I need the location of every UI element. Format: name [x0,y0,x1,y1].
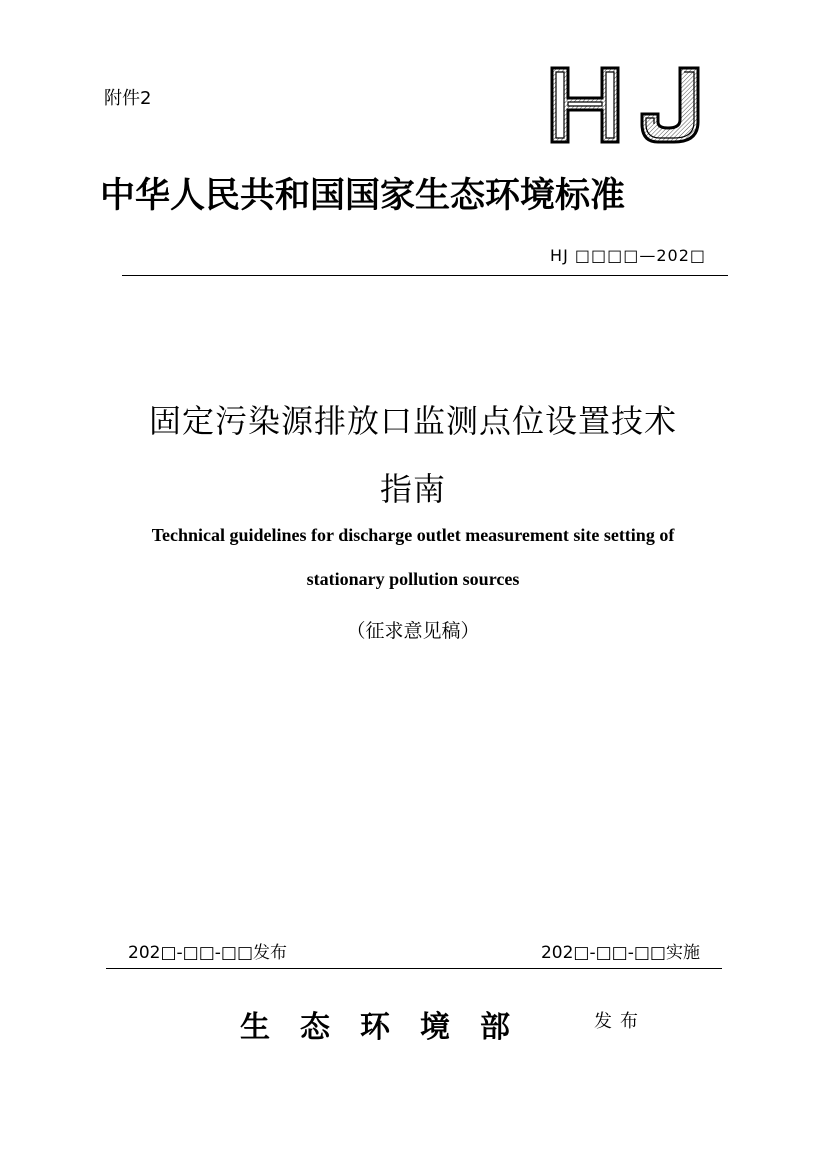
top-divider [122,275,728,276]
title-en-line1: Technical guidelines for discharge outlet measurement site setting of [151,525,675,545]
hj-logo [548,64,706,146]
implementation-date: 202□-□□-□□实施 [540,943,700,963]
title-zh-line1: 固定污染源排放口监测点位设置技术 [148,402,677,440]
standard-type-title: 中华人民共和国国家生态环境标准 [100,176,626,216]
publisher-name: 生态环境部 [240,1010,540,1045]
standard-number: HJ □□□□—202□ [550,246,706,265]
title-en-line2: stationary pollution sources [306,569,520,589]
attachment-label: 附件2 [104,88,152,109]
draft-note: （征求意见稿） [346,620,480,642]
issue-date: 202□-□□-□□发布 [128,943,288,963]
publish-label: 发布 [594,1011,646,1032]
title-zh-line2: 指南 [379,470,446,508]
bottom-divider [106,968,722,969]
